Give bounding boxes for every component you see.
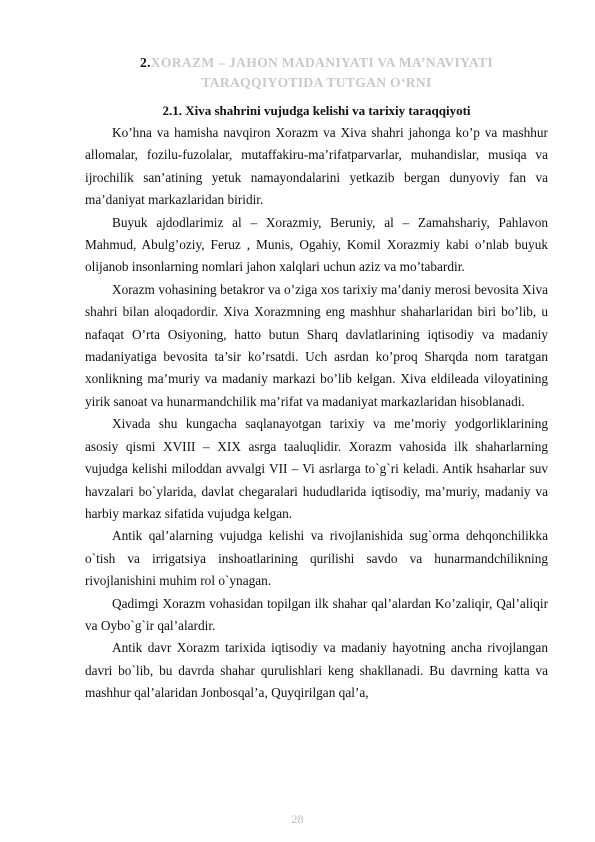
paragraph: Antik davr Xorazm tarixida iqtisodiy va madaniy hayotning ancha rivojlangan davri bo`lib, bu davrda shahar qurulishlari keng shakllanadi. Bu davrning katta va mashhur qal’alaridan Jonbosqal’a, Quyqirilgan qal’a, <box>85 640 548 701</box>
document-page <box>85 53 548 705</box>
paragraph: Xorazm vohasining betakror va o’ziga xos tarixiy ma’daniy merosi bevosita Xiva shahri bilan aloqadordir. Xiva Xorazmning eng mashhur shaharlaridan biri bo’lib, u nafaqat O’rta Osiyoning, hatto butun Sharq davlatlarining iqtisodiy va madaniy madaniyatiga bevosita ta’sir ko’rsatdi. Uch asrdan ko’proq Sharqda nom taratgan xonlikning ma’muriy va madaniy markazi bo’lib kelgan. Xiva eldileada viloyatining yirik sanoat va hunarmandchilik ma’rifat va madaniyat markazlaridan hisoblanadi. <box>85 281 548 409</box>
paragraph: Qadimgi Xorazm vohasidan topilgan ilk shahar qal’alardan Ko’zaliqir, Qal’aliqir va Oybo`g`ir qal’alardir. <box>85 595 548 633</box>
paragraph: Buyuk ajdodlarimiz al – Xorazmiy, Beruniy, al – Zamahshariy, Pahlavon Mahmud, Abulg’oziy, Feruz , Munis, Ogahiy, Komil Xorazmiy kabi o’nlab buyuk olijanob insonlarning nomlari jahon xalqlari uchun aziz va mo’tabardir. <box>85 214 548 275</box>
chapter-title-line2: TARAQQIYOTIDA TUTGAN O‘RNI <box>201 75 432 90</box>
paragraph: Ko’hna va hamisha navqiron Xorazm va Xiva shahri jahonga ko’p va mashhur allomalar, fozilu-fuzolalar, mutaffakiru-ma’rifatparvarlar, muhandislar, musiqa va ijrochilik san’atining yetuk namayondalarini yetkazib bergan dunyoviy fan va ma’daniyat markazlaridan biridir. <box>85 125 548 208</box>
section-heading: 2.1. Xiva shahrini vujudga kelishi va tarixiy taraqqiyoti <box>162 103 471 118</box>
chapter-number: 2. <box>140 55 151 70</box>
page-number: 28 <box>291 812 304 826</box>
chapter-heading <box>85 53 548 73</box>
paragraph: Antik qal’alarning vujudga kelishi va rivojlanishida sug`orma dehqonchilikka o`tish va irrigatsiya inshoatlarining qurilishi savdo va hunarmandchilikning rivojlanishini muhim rol o`ynagan. <box>85 528 548 589</box>
chapter-title-line1: XORAZM – JAHON MADANIYATI VA MA’NAVIYATI <box>150 55 493 70</box>
paragraph: Xivada shu kungacha saqlanayotgan tarixiy va me’moriy yodgorliklarining asosiy qismi XVIII – XIX asrga taaluqlidir. Xorazm vahosida ilk shaharlarning vujudga kelishi miloddan avvalgi VII – Vi asrlarga to`g`ri keladi. Antik hsaharlar suv havzalari bo`ylarida, davlat chegaralari hududlarida iqtisodiy, ma’muriy, madaniy va harbiy markaz sifatida vujudga kelgan. <box>85 416 548 521</box>
